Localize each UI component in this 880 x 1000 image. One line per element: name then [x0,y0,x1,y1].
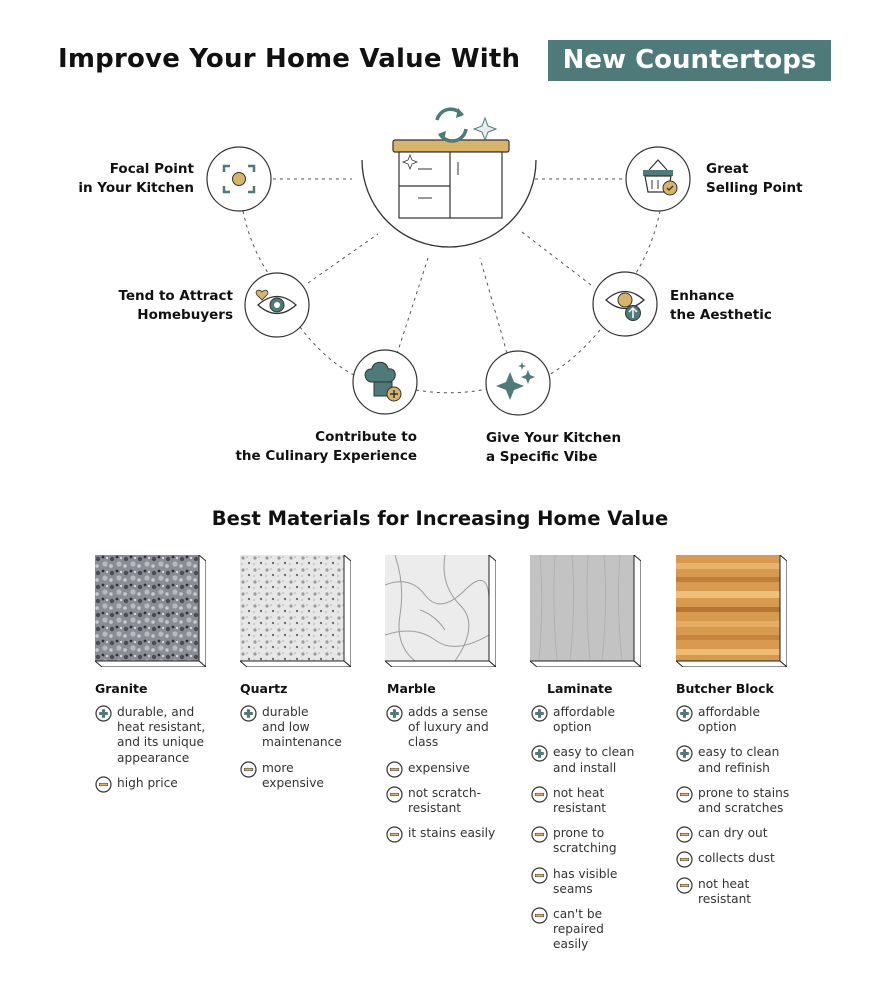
con-text: not heat resistant [698,876,752,906]
selling-point-node [626,147,690,211]
minus-icon [676,826,693,843]
pro-item [386,705,521,751]
butcher-block-swatch [676,555,787,667]
plus-icon [95,705,112,722]
minus-icon [95,776,112,793]
pro-text: easy to clean and install [553,745,635,775]
material-name-quartz: Quartz [240,681,288,696]
label-attract-homebuyers: Tend to Attract Homebuyers [118,288,233,323]
pro-text: adds a sense of luxury and class [408,705,489,750]
minus-icon [676,877,693,894]
plus-icon [240,705,257,722]
con-item [531,826,666,856]
vibe-node [486,351,550,415]
plus-icon [386,705,403,722]
label-aesthetic: Enhance the Aesthetic [670,288,772,323]
minus-icon [386,786,403,803]
connector-culinary-vibe [416,389,487,393]
con-text: prone to scratching [553,826,617,856]
con-text: can't be repaired easily [553,907,604,952]
minus-icon [531,907,548,924]
quartz-swatch [240,555,351,667]
label-culinary: Contribute to the Culinary Experience [235,429,417,464]
laminate-swatch [530,555,641,667]
pro-item [531,705,666,735]
materials-title: Best Materials for Increasing Home Value [211,507,669,530]
minus-icon [676,786,693,803]
material-name-butcher-block: Butcher Block [676,681,774,696]
page-title [0,40,880,82]
pro-text: durable, and heat resistant, and its unique appearance [117,705,206,765]
material-list-quartz [240,705,375,801]
spoke-attract [308,234,378,283]
con-text: high price [117,775,178,790]
pro-text: affordable option [698,705,760,735]
refresh-icon [437,108,466,141]
con-item [386,761,521,776]
pro-item [95,705,230,766]
con-item [676,877,811,907]
connector-aesthetic-vibe [547,330,600,376]
material-list-marble [386,705,521,851]
label-selling-point: Great Selling Point [706,161,803,196]
label-focal-point: Focal Point in Your Kitchen [78,161,194,196]
material-list-granite [95,705,230,801]
spoke-vibe [480,258,507,353]
con-item [531,867,666,897]
con-text: not heat resistant [553,785,607,816]
con-text: not scratch- resistant [408,785,481,816]
material-name-granite: Granite [95,681,148,696]
con-item [531,907,666,953]
con-text: prone to stains and scratches [698,785,790,816]
material-list-laminate [531,705,666,963]
minus-icon [386,826,403,843]
plus-icon [531,705,548,722]
con-item [386,826,521,841]
minus-icon [676,851,693,868]
attract-homebuyers-node [245,273,309,337]
material-name-marble: Marble [387,681,436,696]
con-text: has visible seams [553,866,618,896]
material-list-butcher-block [676,705,811,917]
con-item [676,851,811,866]
title-main: Improve Your Home Value With [58,44,521,74]
pro-item [531,745,666,775]
pro-text: easy to clean and refinish [698,745,780,775]
culinary-node [353,350,417,414]
focal-point-node [207,147,271,211]
con-text: more expensive [262,760,324,790]
spoke-culinary [397,258,428,354]
minus-icon [531,867,548,884]
connector-attract-culinary [300,327,354,375]
pro-item [240,705,375,751]
plus-icon [531,745,548,762]
con-item [386,786,521,816]
sparkle-icon [474,118,496,140]
con-text: collects dust [698,851,775,866]
granite-swatch [95,555,206,667]
pro-item [676,705,811,735]
title-highlight: New Countertops [548,40,831,81]
label-vibe: Give Your Kitchen a Specific Vibe [486,430,622,465]
con-item [676,826,811,841]
pro-text: affordable option [553,705,615,735]
con-text: it stains easily [408,826,496,841]
connector-selling-aesthetic [636,211,660,273]
pro-item [676,745,811,775]
con-item [95,776,230,791]
marble-swatch [385,555,496,667]
con-text: expensive [408,760,470,775]
cabinet-icon [393,140,509,218]
pro-text: durable and low maintenance [262,705,342,750]
connector-focal-attract [243,211,268,273]
minus-icon [531,786,548,803]
plus-icon [676,705,693,722]
con-item [240,761,375,791]
aesthetic-node [593,272,657,336]
plus-icon [676,745,693,762]
spoke-aesthetic [522,232,591,285]
con-text: can dry out [698,826,768,841]
minus-icon [240,761,257,778]
minus-icon [531,826,548,843]
material-name-laminate: Laminate [547,681,613,696]
con-item [531,786,666,816]
con-item [676,786,811,816]
minus-icon [386,761,403,778]
